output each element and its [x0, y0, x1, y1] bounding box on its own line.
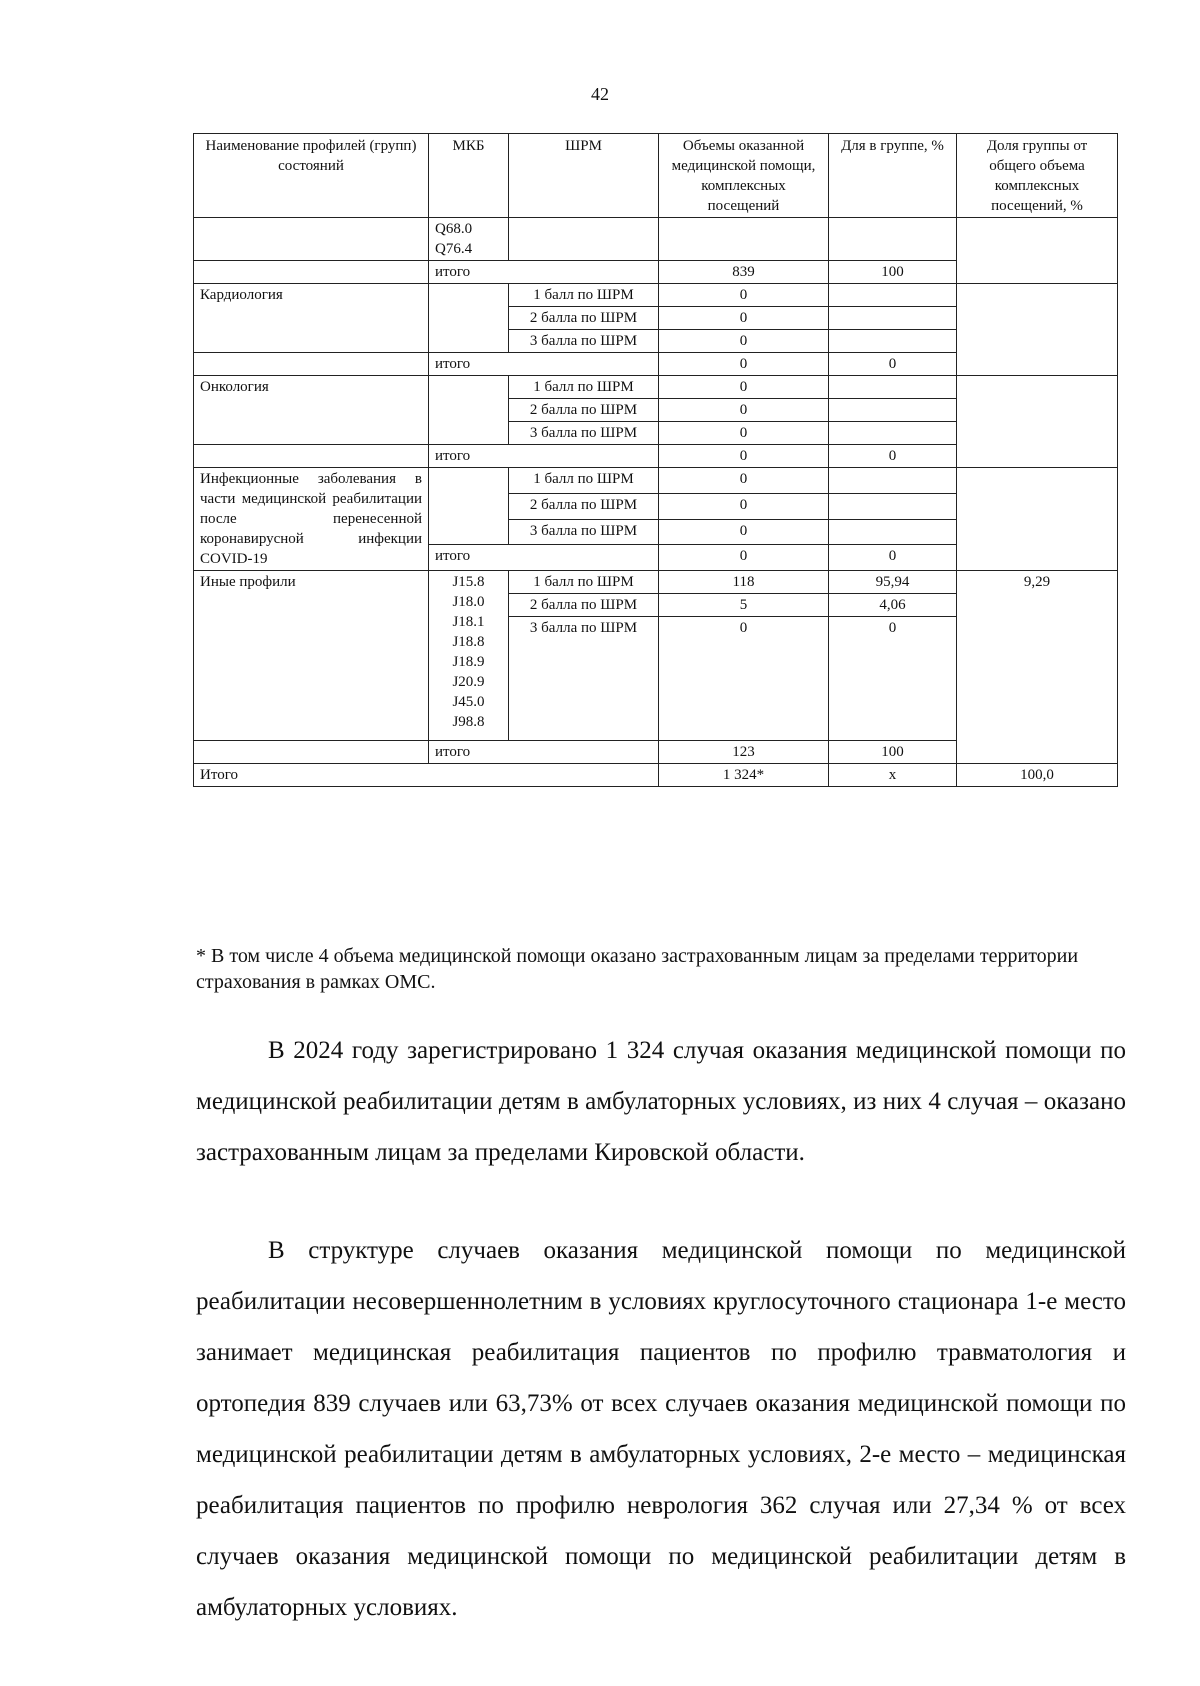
body-paragraph: В структуре случаев оказания медицинской помощи по медицинской реабилитации несовершеннолетним в условиях круглосуточного стационара 1-е место занимает медицинская реабилитация пациентов по профилю травматология и ортопедия 839 случаев или 63,73% от всех случаев оказания медицинской помощи по медицинской реабилитации детям в амбулаторных условиях, 2-е место – медицинская реабилитация пациентов по профилю неврология 362 случая или 27,34 % от всех случаев оказания медицинской помощи по медицинской реабилитации детям в амбулаторных условиях. — [196, 1237, 1126, 1621]
header-share-total: Доля группы от общего объема комплексных посещений, % — [957, 134, 1118, 218]
table-row — [194, 571, 1118, 594]
profile-cell — [194, 218, 429, 261]
total-volume: 0 — [659, 545, 829, 571]
total-share: 0 — [829, 545, 957, 571]
share-cell: 95,94 — [829, 571, 957, 594]
table-row — [194, 468, 1118, 494]
header-profile: Наименование профилей (групп) состояний — [194, 134, 429, 218]
mkb-codes — [429, 218, 509, 261]
mkb-code: J18.0 — [452, 594, 485, 610]
volume-cell: 118 — [659, 571, 829, 594]
table-header-row — [194, 134, 1118, 218]
volume-cell: 0 — [659, 519, 829, 545]
table-row — [194, 376, 1118, 399]
volume-cell: 0 — [659, 422, 829, 445]
mkb-code: J45.0 — [452, 694, 485, 710]
shrm-cell: 1 балл по ШРМ — [509, 468, 659, 494]
page-number: 42 — [591, 84, 609, 104]
total-share: 100 — [829, 261, 957, 284]
volume-cell: 0 — [659, 493, 829, 519]
mkb-code: J18.9 — [452, 654, 485, 670]
body-paragraph: В 2024 году зарегистрировано 1 324 случая оказания медицинской помощи по медицинской реабилитации детям в амбулаторных условиях, из них 4 случая – оказано застрахованным лицам за пределами Кировской области. — [196, 1037, 1126, 1166]
profile-name: Кардиология — [194, 284, 429, 353]
shrm-cell: 3 балла по ШРМ — [509, 330, 659, 353]
mkb-code: Q68.0 — [435, 221, 473, 237]
volume-cell: 0 — [659, 617, 829, 741]
mkb-code: J18.1 — [452, 614, 485, 630]
total-volume: 123 — [659, 741, 829, 764]
mkb-code: Q76.4 — [435, 241, 473, 257]
total-label: итого — [429, 353, 659, 376]
total-label: итого — [429, 445, 659, 468]
header-share-group: Для в группе, % — [829, 134, 957, 218]
total-volume: 839 — [659, 261, 829, 284]
share-total-cell: 9,29 — [957, 571, 1118, 764]
total-label: итого — [429, 545, 659, 571]
share-cell: 0 — [829, 617, 957, 741]
table-row — [194, 284, 1118, 307]
volume-cell: 0 — [659, 399, 829, 422]
rehabilitation-volume-table — [193, 133, 1118, 787]
total-share: 0 — [829, 353, 957, 376]
total-volume: 0 — [659, 353, 829, 376]
grand-total-share-total: 100,0 — [957, 764, 1118, 787]
volume-cell: 0 — [659, 376, 829, 399]
volume-cell: 0 — [659, 468, 829, 494]
shrm-cell: 2 балла по ШРМ — [509, 307, 659, 330]
mkb-codes — [429, 571, 509, 741]
header-volume: Объемы оказанной медицинской помощи, комплексных посещений — [659, 134, 829, 218]
grand-total-row — [194, 764, 1118, 787]
grand-total-share: х — [829, 764, 957, 787]
grand-total-volume: 1 324* — [659, 764, 829, 787]
shrm-cell: 3 балла по ШРМ — [509, 617, 659, 741]
shrm-cell: 2 балла по ШРМ — [509, 493, 659, 519]
share-cell: 4,06 — [829, 594, 957, 617]
shrm-cell: 1 балл по ШРМ — [509, 284, 659, 307]
header-mkb: МКБ — [429, 134, 509, 218]
volume-cell: 0 — [659, 307, 829, 330]
shrm-cell: 2 балла по ШРМ — [509, 594, 659, 617]
profile-name: Инфекционные заболевания в части медицинской реабилитации после перенесенной коронавирусной инфекции COVID-19 — [194, 468, 429, 571]
mkb-code: J15.8 — [452, 574, 485, 590]
total-share: 0 — [829, 445, 957, 468]
mkb-code: J98.8 — [452, 714, 485, 730]
total-volume: 0 — [659, 445, 829, 468]
table-footnote: * В том числе 4 объема медицинской помощи оказано застрахованным лицам за пределами территории страхования в рамках ОМС. — [196, 945, 1079, 993]
share-total-cell — [957, 218, 1118, 284]
profile-name: Иные профили — [194, 571, 429, 741]
shrm-cell: 1 балл по ШРМ — [509, 376, 659, 399]
total-label: итого — [429, 261, 659, 284]
total-share: 100 — [829, 741, 957, 764]
table-row — [194, 218, 1118, 261]
volume-cell: 5 — [659, 594, 829, 617]
shrm-cell: 1 балл по ШРМ — [509, 571, 659, 594]
shrm-cell: 2 балла по ШРМ — [509, 399, 659, 422]
grand-total-label: Итого — [194, 764, 659, 787]
mkb-code: J18.8 — [452, 634, 485, 650]
shrm-cell: 3 балла по ШРМ — [509, 519, 659, 545]
volume-cell: 0 — [659, 284, 829, 307]
header-shrm: ШРМ — [509, 134, 659, 218]
total-label: итого — [429, 741, 659, 764]
mkb-code: J20.9 — [452, 674, 485, 690]
shrm-cell: 3 балла по ШРМ — [509, 422, 659, 445]
profile-name: Онкология — [194, 376, 429, 445]
volume-cell: 0 — [659, 330, 829, 353]
